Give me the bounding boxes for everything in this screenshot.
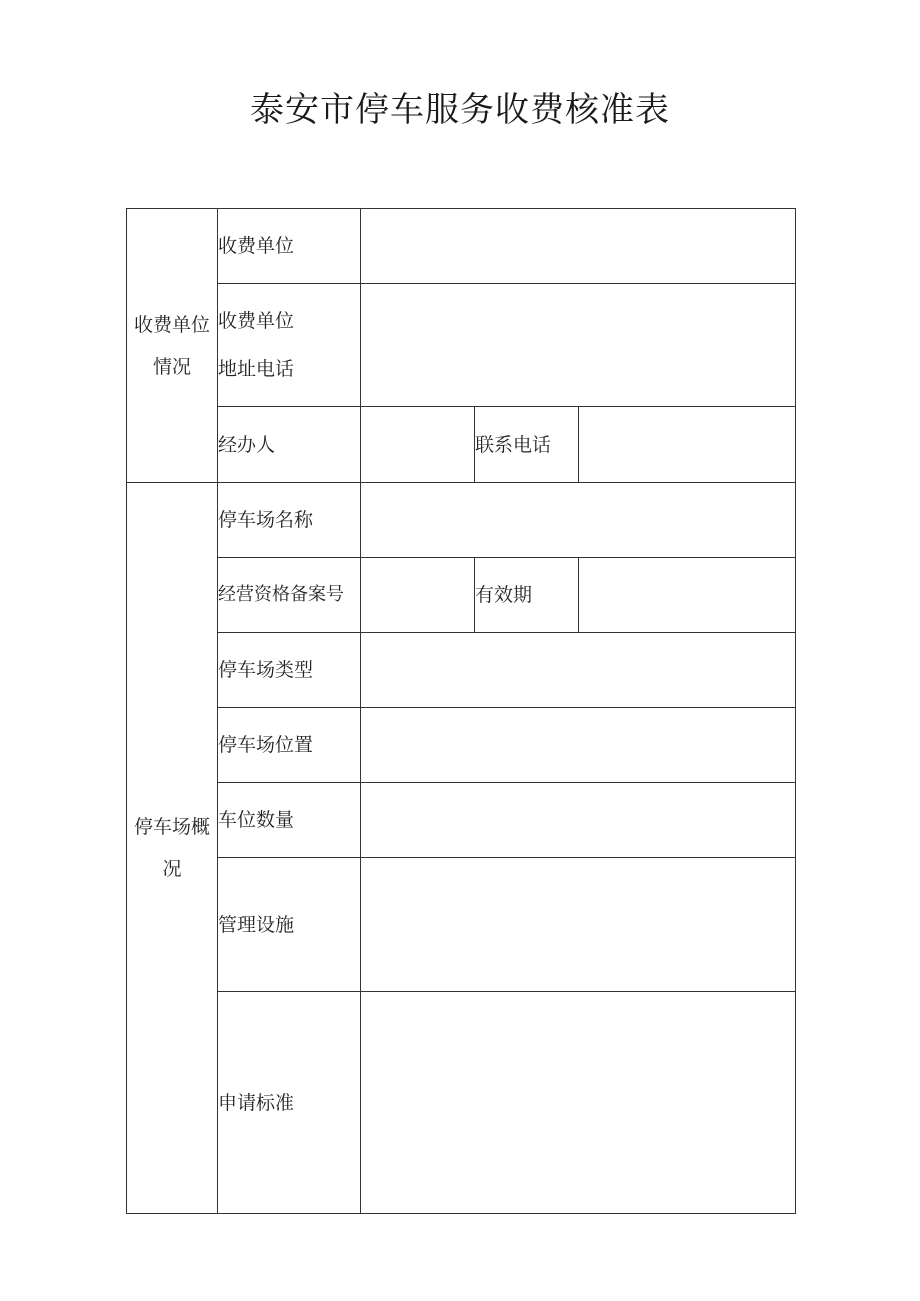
facilities-label: 管理设施 <box>218 858 361 992</box>
handler-field[interactable] <box>361 407 475 483</box>
unit-address-label <box>218 284 361 407</box>
unit-address-label-line2: 地址电话 <box>218 358 295 380</box>
row-handler <box>127 407 796 483</box>
handler-label: 经办人 <box>218 407 361 483</box>
lot-type-field[interactable] <box>361 633 796 708</box>
section-lot-overview <box>127 483 218 1214</box>
unit-address-label-line1: 收费单位 <box>218 310 295 332</box>
unit-name-field[interactable] <box>361 209 796 284</box>
space-count-label: 车位数量 <box>218 783 361 858</box>
lot-name-field[interactable] <box>361 483 796 558</box>
row-unit-name <box>127 209 796 284</box>
contact-phone-label: 联系电话 <box>475 407 579 483</box>
validity-label: 有效期 <box>475 558 579 633</box>
row-lot-type <box>127 633 796 708</box>
row-lot-location <box>127 708 796 783</box>
row-lot-name <box>127 483 796 558</box>
facilities-field[interactable] <box>361 858 796 992</box>
requested-rate-label: 申请标准 <box>218 992 361 1214</box>
unit-name-label: 收费单位 <box>218 209 361 284</box>
row-filing-number <box>127 558 796 633</box>
lot-location-field[interactable] <box>361 708 796 783</box>
filing-number-field[interactable] <box>361 558 475 633</box>
space-count-field[interactable] <box>361 783 796 858</box>
section-lot-label-line1: 停车场概 <box>133 816 210 838</box>
section-unit-label-line1: 收费单位 <box>133 313 210 336</box>
filing-number-label: 经营资格备案号 <box>218 558 361 633</box>
page-title: 泰安市停车服务收费核准表 <box>250 90 670 130</box>
lot-name-label: 停车场名称 <box>218 483 361 558</box>
lot-type-label: 停车场类型 <box>218 633 361 708</box>
approval-form-table <box>126 208 796 1214</box>
section-unit-info <box>127 209 218 483</box>
requested-rate-field[interactable] <box>361 992 796 1214</box>
lot-location-label: 停车场位置 <box>218 708 361 783</box>
contact-phone-field[interactable] <box>579 407 796 483</box>
section-lot-label-line2: 况 <box>162 858 182 880</box>
row-space-count <box>127 783 796 858</box>
validity-field[interactable] <box>579 558 796 633</box>
row-unit-address <box>127 284 796 407</box>
row-requested-rate <box>127 992 796 1214</box>
unit-address-field[interactable] <box>361 284 796 407</box>
section-unit-label-line2: 情况 <box>152 355 191 378</box>
row-facilities <box>127 858 796 992</box>
